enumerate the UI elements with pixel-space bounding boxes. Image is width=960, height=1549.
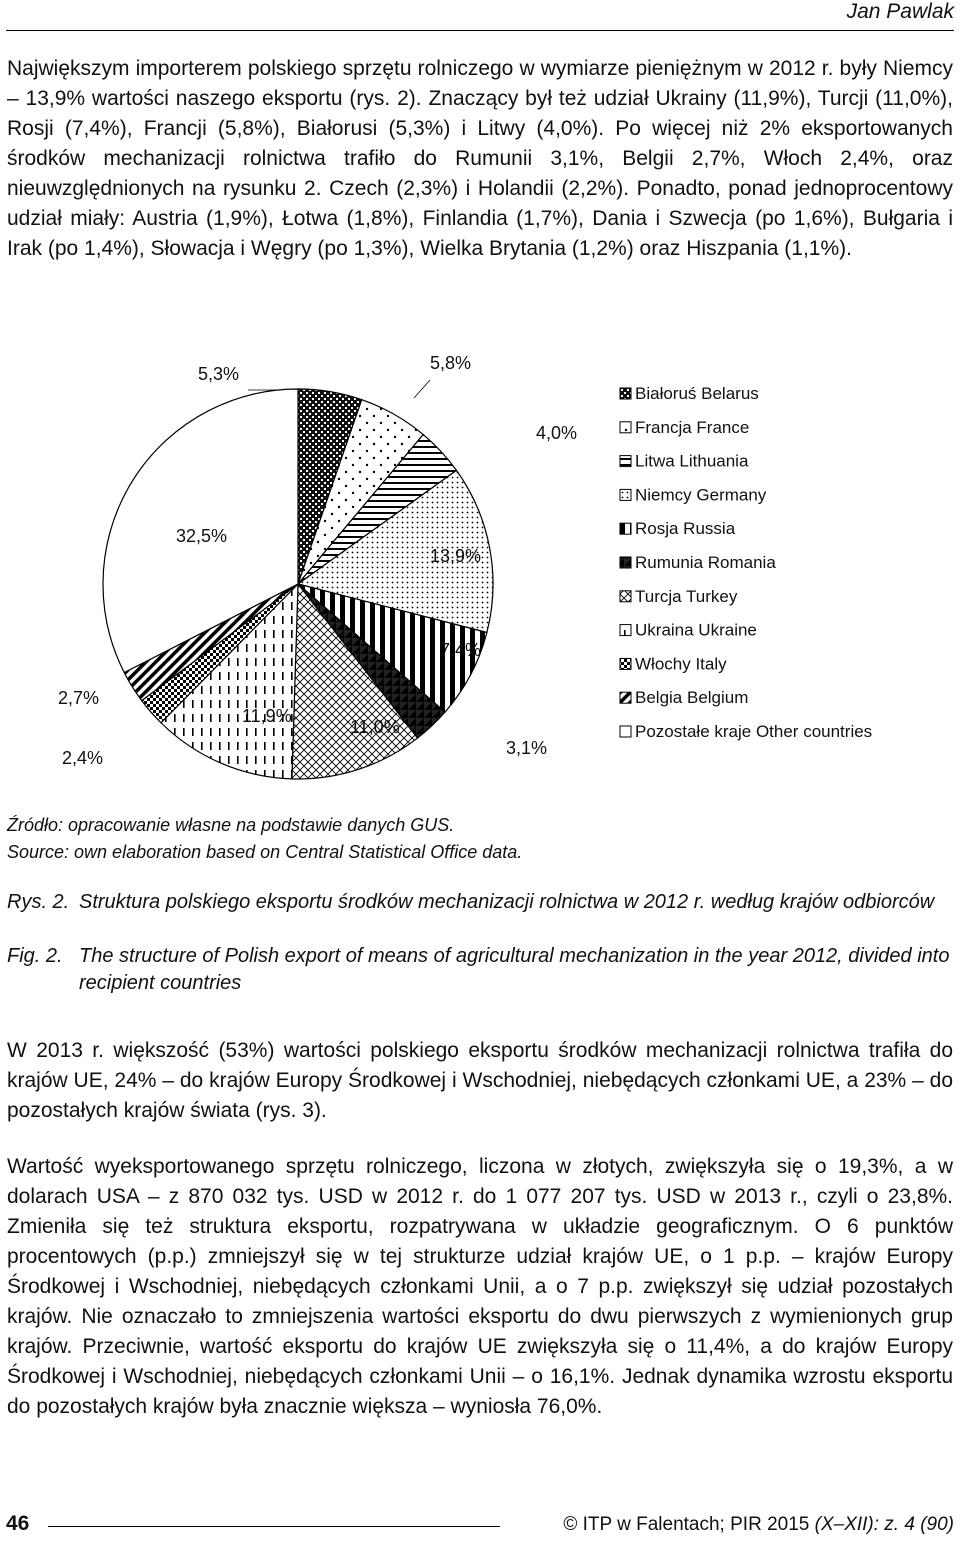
figure-source <box>7 812 522 866</box>
running-header-author: Jan Pawlak <box>846 0 954 23</box>
legend-label-ukraine: Ukraina Ukraine <box>635 620 757 640</box>
caption-en-label: Fig. 2. <box>7 945 63 967</box>
legend-swatch-romania <box>620 557 631 568</box>
legend-swatch-turkey <box>620 591 631 602</box>
footer-journal-ref: (X–XII): z. 4 (90) <box>814 1514 954 1535</box>
footer-citation <box>563 1514 954 1536</box>
pie-label-lithuania: 4,0% <box>536 423 578 443</box>
legend-label-kraje: Pozostałe kraje Other countries <box>635 722 873 741</box>
pie-chart <box>0 350 960 800</box>
source-pl: Źródło: opracowanie własne na podstawie danych GUS. <box>7 815 455 835</box>
chart-legend <box>620 384 872 741</box>
paragraph-2013-structure: W 2013 r. większość (53%) wartości polskiego eksportu środków mechanizacji rolnictwa trafiła do krajów UE, 24% – do krajów Europy Środkowej i Wschodniej, niebędących członkami UE, a 23% – do pozostałych krajów świata (rys. 3). <box>7 1039 953 1122</box>
paragraph-export-importers: Największym importerem polskiego sprzętu rolniczego w wymiarze pieniężnym w 2012 r. były Niemcy – 13,9% wartości naszego eksportu (rys. 2). Znaczący był też udział Ukrainy (11,9%), Turcji (11,0%), Rosji (7,4%), Francji (5,8%), Białorusi (5,3%) i Litwy (4,0%). Po więcej niż 2% eksportowanych środków mechanizacji rolnictwa trafiło do Rumunii 3,1%, Belgii 2,7%, Włoch 2,4%, oraz nieuwzględnionych na rysunku 2. Czech (2,3%) i Holandii (2,2%). Ponadto, ponad jednoprocentowy udział miały: Austria (1,9%), Łotwa (1,8%), Finlandia (1,7%), Dania i Szwecja (po 1,6%), Bułgaria i Irak (po 1,4%), Słowacja i Węgry (po 1,3%), Wielka Brytania (1,2%) oraz Hiszpania (1,1%). <box>7 57 953 260</box>
page-number: 46 <box>6 1512 30 1535</box>
legend-label-romania: Rumunia Romania <box>635 553 776 572</box>
page-footer <box>6 1512 954 1542</box>
header-rule <box>6 30 954 31</box>
paragraph-export-value: Wartość wyeksportowanego sprzętu rolniczego, liczona w złotych, zwiększyła się o 19,3%, a w dolarach USA – z 870 032 tys. USD w 2012 r. do 1 077 207 tys. USD w 2013 r., czyli o 23,8%. Zmieniła się też struktura eksportu, rozpatrywana w układzie geograficznym. O 6 punktów procentowych (p.p.) zmniejszył się w tej strukturze udział krajów UE, o 1 p.p. – krajów Europy Środkowej i Wschodniej, niebędących członkami Unii, a o 7 p.p. zwiększył się udział pozostałych krajów. Nie oznaczało to zmniejszenia wartości eksportu do dwu pierwszych z wymienionych grup krajów. Przeciwnie, wartość eksportu do krajów UE zwiększyła się o 11,4%, a do krajów Europy Środkowej i Wschodniej, niebędących członkami Unii – o 16,1%. Jednak dynamika wzrostu eksportu do pozostałych krajów była znacznie większa – wyniosła 76,0%. <box>7 1155 953 1418</box>
legend-swatch-italy <box>620 658 631 669</box>
caption-en-text: The structure of Polish export of means of agricultural mechanization in the year 2012, divided into recipient countries <box>79 945 950 994</box>
legend-swatch-belgium <box>620 692 631 703</box>
legend-label-belarus: Białoruś Belarus <box>635 384 759 403</box>
legend-label-belgium: Belgia Belgium <box>635 688 749 708</box>
pie-label-germany: 13,9% <box>430 546 482 566</box>
leader-line-1 <box>414 380 430 398</box>
legend-swatch-ukraine <box>620 625 631 636</box>
pie-label-kraje: 32,5% <box>176 526 228 546</box>
legend-swatch-france <box>620 422 631 433</box>
legend-swatch-belarus <box>620 388 631 399</box>
pie-label-turkey: 11,0% <box>350 717 400 737</box>
pie-label-belgium: 2,7% <box>58 688 100 708</box>
pie-label-belarus: 5,3% <box>198 364 240 384</box>
figure-caption-en <box>7 943 953 997</box>
figure-caption-pl <box>7 889 953 916</box>
legend-label-france: Francja France <box>635 417 750 437</box>
legend-label-turkey: Turcja Turkey <box>635 586 738 606</box>
legend-swatch-germany <box>620 489 631 500</box>
footer-publisher: © ITP w Falentach; PIR 2015 <box>563 1514 810 1535</box>
legend-swatch-russia <box>620 523 631 534</box>
legend-label-germany: Niemcy Germany <box>635 485 767 505</box>
legend-swatch-kraje <box>620 726 631 737</box>
caption-pl-text: Struktura polskiego eksportu środków mechanizacji rolnictwa w 2012 r. według krajów odbiorców <box>79 891 935 913</box>
pie-label-russia: 7,4% <box>440 640 482 660</box>
footer-rule <box>48 1526 500 1527</box>
legend-label-italy: Włochy Italy <box>635 654 727 674</box>
legend-label-lithuania: Litwa Lithuania <box>635 451 749 471</box>
pie-label-ukraine: 11,9% <box>242 706 292 726</box>
pie-label-france: 5,8% <box>430 353 472 373</box>
pie-label-romania: 3,1% <box>506 738 548 758</box>
caption-pl-label: Rys. 2. <box>7 891 70 913</box>
legend-label-russia: Rosja Russia <box>635 519 736 539</box>
pie-slices <box>103 389 493 779</box>
pie-label-italy: 2,4% <box>62 748 104 768</box>
legend-swatch-lithuania <box>620 456 631 467</box>
source-en: Source: own elaboration based on Central Statistical Office data. <box>7 842 523 862</box>
